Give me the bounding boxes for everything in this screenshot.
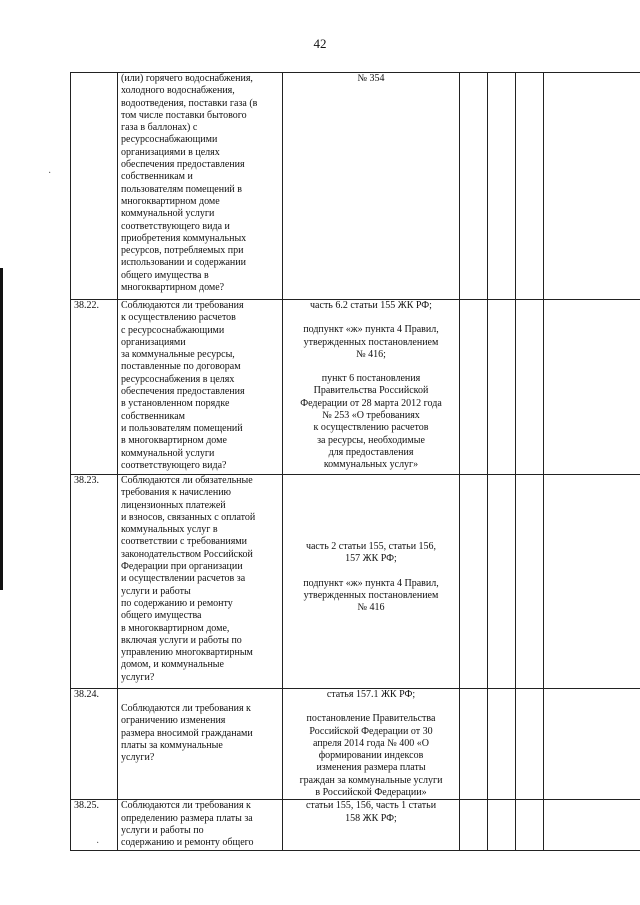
page-number: 42: [313, 36, 327, 51]
question-line: ресурсов, потребляемых при: [121, 245, 244, 257]
reference-line: для предоставления: [328, 446, 414, 458]
reference-gap: [286, 701, 456, 713]
reference-line: часть 2 статьи 155, статьи 156,: [305, 541, 437, 552]
answer-cell: [516, 300, 544, 475]
reference-gap: [286, 312, 456, 324]
table-row: [71, 689, 640, 800]
question-cell: [118, 800, 283, 850]
question-line: обеспечения предоставления: [121, 386, 245, 398]
answer-cell: [460, 800, 488, 850]
scan-dot: ·: [48, 168, 52, 179]
question-line: коммунальной услуги: [121, 447, 215, 459]
table-row: [71, 475, 640, 689]
comment-cell: [544, 73, 640, 300]
reference-line: изменения размера платы: [316, 762, 426, 774]
question-line: поставленные по договорам: [121, 361, 241, 373]
reference-line: формировании индексов: [318, 750, 424, 762]
question-line: по содержанию и ремонту: [121, 597, 233, 609]
question-line: включая услуги и работы по: [121, 634, 242, 646]
question-line: пользователям помещений в: [121, 183, 243, 195]
answer-cell: [488, 689, 516, 800]
question-line: коммунальных услуг в: [121, 524, 218, 536]
question-line: многоквартирном доме: [121, 195, 220, 207]
reference-line: 157 ЖК РФ;: [345, 553, 397, 565]
question-line: содержанию и ремонту общего: [121, 837, 254, 849]
answer-cell: [516, 689, 544, 800]
question-cell: [118, 689, 283, 800]
answer-cell: [488, 800, 516, 850]
question-line: и осуществлении расчетов за: [121, 573, 246, 585]
question-line: общего имущества в: [121, 269, 209, 281]
comment-cell: [544, 800, 640, 850]
question-line: в установленном порядке: [121, 398, 230, 410]
question-line: Федерации при организации: [121, 561, 243, 573]
reference-line: за ресурсы, необходимые: [317, 434, 425, 446]
question-line: собственникам и: [121, 171, 193, 183]
answer-cell: [516, 475, 544, 689]
question-line: коммунальной услуги: [121, 208, 215, 220]
question-line: законодательством Российской: [121, 548, 253, 560]
question-line: управлению многоквартирным: [121, 647, 253, 659]
reference-gap: [286, 361, 456, 373]
reference-line: постановление Правительства: [306, 713, 436, 725]
table-row: [71, 73, 640, 300]
question-line: платы за коммунальные: [121, 739, 223, 751]
question-cell: [118, 475, 283, 689]
reference-line: апреля 2014 года № 400 «О: [312, 737, 430, 749]
question-line: соответствующего вида?: [121, 459, 227, 471]
question-line: Соблюдаются ли требования: [121, 300, 244, 311]
reference-line: Правительства Российской: [313, 385, 429, 397]
cell-spacer: [286, 475, 456, 541]
legal-reference-cell: [283, 800, 460, 850]
reference-line: пункт 6 постановления: [321, 373, 421, 385]
legal-reference-cell: [283, 73, 460, 300]
question-line: соответствии с требованиями: [121, 536, 247, 548]
comment-cell: [544, 300, 640, 475]
row-number: 38.22.: [71, 300, 118, 475]
reference-line: № 354: [357, 73, 385, 84]
question-cell: [118, 73, 283, 300]
question-line: услуги и работы: [121, 585, 191, 597]
question-line: с ресурсоснабжающими: [121, 324, 225, 336]
question-line: услуги?: [121, 671, 155, 683]
answer-cell: [516, 73, 544, 300]
question-line: использовании и содержании: [121, 257, 246, 269]
question-line: общего имущества: [121, 610, 202, 622]
reference-line: № 416: [357, 602, 385, 614]
answer-cell: [460, 689, 488, 800]
table-row: [71, 800, 640, 850]
legal-reference-cell: [283, 689, 460, 800]
question-line: услуги?: [121, 752, 155, 764]
question-line: требования к начислению: [121, 487, 232, 499]
row-number: 38.25.: [71, 800, 118, 850]
reference-line: Российской Федерации от 30: [309, 725, 433, 737]
requirements-table-body: [71, 73, 640, 851]
question-line: лицензионных платежей: [121, 499, 226, 511]
question-line: Соблюдаются ли требования к: [121, 703, 251, 714]
reference-line: статьи 155, 156, часть 1 статьи: [305, 800, 437, 812]
question-line: и пользователям помещений: [121, 422, 243, 434]
scan-dot: ·: [96, 838, 100, 849]
question-line: организациями: [121, 336, 186, 348]
legal-reference-cell: [283, 300, 460, 475]
question-line: услуги и работы по: [121, 824, 204, 836]
question-line: многоквартирном доме?: [121, 282, 225, 294]
legal-reference-cell: [283, 475, 460, 689]
question-line: соответствующего вида и: [121, 220, 230, 232]
reference-line: 158 ЖК РФ;: [345, 812, 397, 824]
comment-cell: [544, 689, 640, 800]
question-line: обеспечения предоставления: [121, 159, 245, 171]
answer-cell: [488, 73, 516, 300]
question-cell: [118, 300, 283, 475]
requirements-table: [70, 72, 640, 851]
question-line: и взносов, связанных с оплатой: [121, 511, 256, 523]
answer-cell: [460, 475, 488, 689]
question-line: ограничению изменения: [121, 715, 226, 727]
reference-line: граждан за коммунальные услуги: [299, 774, 443, 786]
row-number: [71, 73, 118, 300]
question-line: домом, и коммунальные: [121, 659, 224, 671]
question-line: ресурсоснабжения в целях: [121, 373, 235, 385]
question-line: водоотведения, поставки газа (в: [121, 97, 258, 109]
question-line: ресурсоснабжающими: [121, 134, 218, 146]
question-line: за коммунальные ресурсы,: [121, 349, 235, 361]
answer-cell: [516, 800, 544, 850]
reference-line: к осуществлению расчетов: [313, 422, 429, 434]
question-line: в многоквартирном доме,: [121, 622, 230, 634]
question-line: Соблюдаются ли обязательные: [121, 475, 253, 486]
question-line: в многоквартирном доме: [121, 435, 227, 447]
scan-edge-bar: [0, 268, 3, 590]
reference-line: утвержденных постановлением: [303, 336, 439, 348]
answer-cell: [488, 300, 516, 475]
question-line: к осуществлению расчетов: [121, 312, 236, 324]
question-line: Соблюдаются ли требования к: [121, 800, 251, 812]
question-line: собственникам: [121, 410, 185, 422]
reference-gap: [286, 566, 456, 578]
question-line: организациями в целях: [121, 146, 220, 158]
question-line: определению размера платы за: [121, 812, 253, 824]
answer-cell: [460, 300, 488, 475]
answer-cell: [460, 73, 488, 300]
reference-line: в Российской Федерации»: [315, 787, 427, 799]
question-line: холодного водоснабжения,: [121, 85, 235, 97]
reference-line: № 253 «О требованиях: [322, 410, 420, 422]
reference-line: Федерации от 28 марта 2012 года: [300, 397, 442, 409]
reference-line: подпункт «ж» пункта 4 Правил,: [303, 577, 439, 589]
reference-line: статья 157.1 ЖК РФ;: [326, 689, 416, 700]
reference-line: утвержденных постановлением: [303, 589, 439, 601]
row-number: 38.24.: [71, 689, 118, 800]
answer-cell: [488, 475, 516, 689]
reference-line: подпункт «ж» пункта 4 Правил,: [303, 324, 439, 336]
question-line: размера вносимой гражданами: [121, 727, 253, 739]
reference-line: коммунальных услуг»: [323, 459, 419, 471]
reference-line: часть 6.2 статьи 155 ЖК РФ;: [310, 300, 432, 311]
row-number: 38.23.: [71, 475, 118, 689]
question-line: газа в баллонах) с: [121, 122, 198, 134]
question-line: (или) горячего водоснабжения,: [121, 73, 253, 84]
comment-cell: [544, 475, 640, 689]
reference-line: № 416;: [356, 348, 386, 360]
question-line: том числе поставки бытового: [121, 109, 247, 121]
table-row: [71, 300, 640, 475]
cell-spacer: [121, 689, 279, 703]
question-line: приобретения коммунальных: [121, 232, 247, 244]
